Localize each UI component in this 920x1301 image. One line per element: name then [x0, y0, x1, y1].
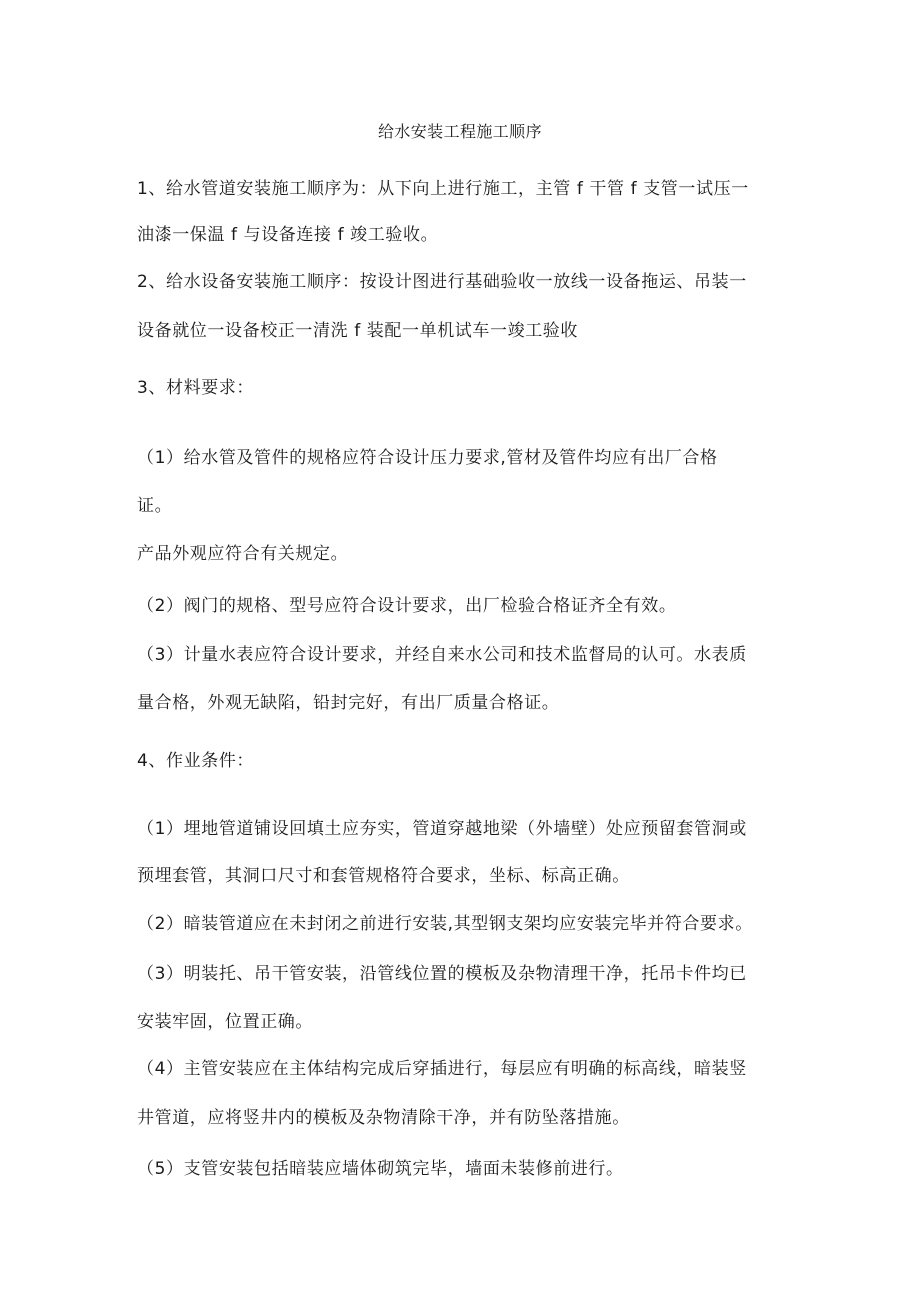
text-line-19: 井管道，应将竖井内的模板及杂物清除干净，并有防坠落措施。	[137, 1108, 630, 1128]
text-line-6: （1）给水管及管件的规格应符合设计压力要求,管材及管件均应有出厂合格	[137, 448, 718, 468]
text-line-4: 设备就位一设备校正一清洗 f 装配一单机试车一竣工验收	[137, 321, 578, 341]
text-line-15: （2）暗装管道应在未封闭之前进行安装,其型钢支架均应安装完毕并符合要求。	[137, 914, 753, 934]
text-line-9: （2）阀门的规格、型号应符合设计要求，出厂检验合格证齐全有效。	[137, 596, 677, 616]
text-line-20: （5）支管安装包括暗装应墙体砌筑完毕，墙面未装修前进行。	[137, 1159, 624, 1179]
text-line-14: 预埋套管，其洞口尺寸和套管规格符合要求，坐标、标高正确。	[137, 866, 630, 886]
text-line-1: 1、给水管道安装施工顺序为：从下向上进行施工，主管 f 干管 f 支管一试压一	[137, 179, 749, 199]
text-line-18: （4）主管安装应在主体结构完成后穿插进行，每层应有明确的标高线，暗装竖	[137, 1059, 747, 1079]
text-line-11: 量合格，外观无缺陷，铅封完好，有出厂质量合格证。	[137, 693, 560, 713]
text-line-17: 安装牢固，位置正确。	[137, 1012, 313, 1032]
text-line-12: 4、作业条件：	[137, 751, 255, 771]
text-line-13: （1）埋地管道铺设回填土应夯实，管道穿越地梁（外墙壁）处应预留套管洞或	[137, 819, 747, 839]
text-line-8: 产品外观应符合有关规定。	[137, 544, 349, 564]
text-line-2: 油漆一保温 f 与设备连接 f 竣工验收。	[137, 225, 439, 245]
text-line-3: 2、给水设备安装施工顺序：按设计图进行基础验收一放线一设备拖运、吊装一	[137, 272, 747, 292]
text-line-10: （3）计量水表应符合设计要求，并经自来水公司和技术监督局的认可。水表质	[137, 645, 747, 665]
text-line-5: 3、材料要求：	[137, 378, 255, 398]
text-line-7: 证。	[137, 496, 173, 516]
document-title: 给水安装工程施工顺序	[377, 122, 542, 141]
text-line-16: （3）明装托、吊干管安装，沿管线位置的模板及杂物清理干净，托吊卡件均已	[137, 964, 747, 984]
